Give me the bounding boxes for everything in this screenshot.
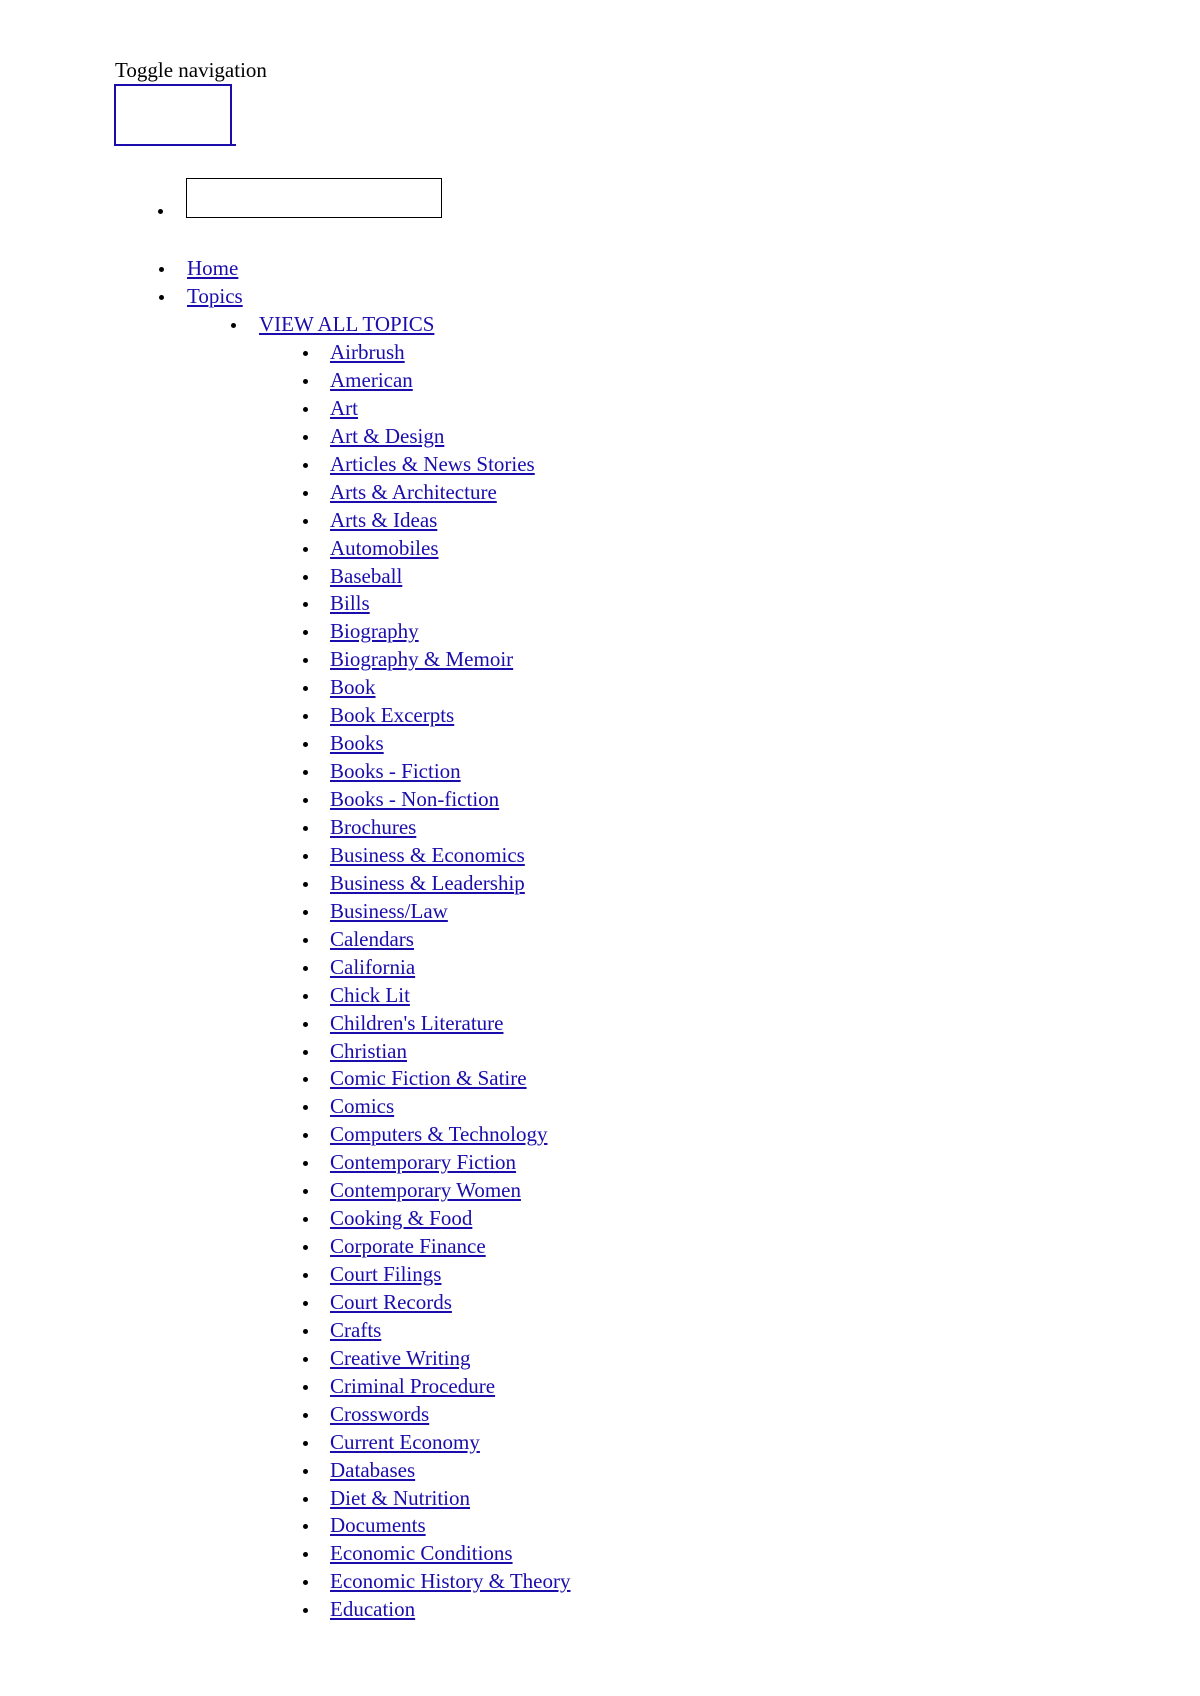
bullet-icon [303, 1273, 308, 1278]
topic-link[interactable]: Education [330, 1597, 416, 1621]
bullet-icon [303, 882, 308, 887]
topic-link[interactable]: Crafts [330, 1318, 382, 1342]
bullet-icon [303, 1413, 308, 1418]
site-logo-link[interactable] [114, 84, 236, 148]
topic-link[interactable]: Court Records [330, 1290, 452, 1314]
topic-link[interactable]: Business/Law [330, 899, 448, 923]
topic-link[interactable]: Documents [330, 1513, 426, 1537]
bullet-icon [303, 1441, 308, 1446]
topic-link[interactable]: Bills [330, 591, 370, 615]
topic-link[interactable]: Christian [330, 1039, 407, 1063]
topic-link[interactable]: Comic Fiction & Satire [330, 1066, 527, 1090]
bullet-icon [303, 1552, 308, 1557]
logo-link-underline [230, 144, 236, 146]
bullet-icon [303, 1385, 308, 1390]
topic-link[interactable]: Economic Conditions [330, 1541, 513, 1565]
bullet-icon [303, 463, 308, 468]
topic-link[interactable]: Databases [330, 1458, 416, 1482]
bullet-icon [303, 630, 308, 635]
bullet-icon [303, 1357, 308, 1362]
topic-link[interactable]: Contemporary Fiction [330, 1150, 517, 1174]
bullet-icon [303, 798, 308, 803]
bullet-icon [303, 1022, 308, 1027]
topic-link[interactable]: Book Excerpts [330, 703, 455, 727]
topic-link[interactable]: Economic History & Theory [330, 1569, 571, 1593]
topic-link[interactable]: Art & Design [330, 424, 445, 448]
topic-link[interactable]: Calendars [330, 927, 414, 951]
topic-link[interactable]: Books [330, 731, 384, 755]
topic-link[interactable]: Crosswords [330, 1402, 430, 1426]
bullet-icon [303, 547, 308, 552]
bullet-icon [303, 1580, 308, 1585]
bullet-icon [303, 910, 308, 915]
bullet-icon [303, 1245, 308, 1250]
bullet-icon [158, 209, 163, 214]
nav-link-topics[interactable]: Topics [187, 284, 243, 308]
bullet-icon [303, 351, 308, 356]
toggle-navigation-button[interactable]: Toggle navigation [115, 58, 267, 82]
bullet-icon [303, 1189, 308, 1194]
bullet-icon [303, 994, 308, 999]
topic-link[interactable]: Articles & News Stories [330, 452, 535, 476]
bullet-icon [303, 1050, 308, 1055]
topic-link[interactable]: Contemporary Women [330, 1178, 521, 1202]
topic-link[interactable]: Computers & Technology [330, 1122, 548, 1146]
topic-link[interactable]: Biography [330, 619, 419, 643]
topic-link[interactable]: Business & Leadership [330, 871, 525, 895]
topic-link[interactable]: Brochures [330, 815, 417, 839]
bullet-icon [303, 826, 308, 831]
topic-link[interactable]: Airbrush [330, 340, 405, 364]
topic-link[interactable]: Books - Non-fiction [330, 787, 500, 811]
topic-link[interactable]: American [330, 368, 413, 392]
nav-link-view-all-topics[interactable]: VIEW ALL TOPICS [259, 312, 435, 336]
bullet-icon [303, 1217, 308, 1222]
bullet-icon [303, 1497, 308, 1502]
bullet-icon [303, 1329, 308, 1334]
topic-link[interactable]: Arts & Ideas [330, 508, 438, 532]
topic-link[interactable]: Chick Lit [330, 983, 410, 1007]
topic-link[interactable]: Current Economy [330, 1430, 480, 1454]
topic-link[interactable]: Baseball [330, 564, 403, 588]
topic-link[interactable]: Corporate Finance [330, 1234, 486, 1258]
bullet-icon [303, 938, 308, 943]
bullet-icon [303, 1301, 308, 1306]
topic-link[interactable]: Court Filings [330, 1262, 442, 1286]
topic-link[interactable]: Biography & Memoir [330, 647, 514, 671]
bullet-icon [303, 686, 308, 691]
topic-link[interactable]: Cooking & Food [330, 1206, 473, 1230]
topic-link[interactable]: Creative Writing [330, 1346, 471, 1370]
topic-link[interactable]: Book [330, 675, 376, 699]
bullet-icon [303, 770, 308, 775]
topic-link[interactable]: Books - Fiction [330, 759, 461, 783]
topic-link[interactable]: Criminal Procedure [330, 1374, 496, 1398]
bullet-icon [303, 491, 308, 496]
bullet-icon [159, 267, 164, 272]
bullet-icon [303, 519, 308, 524]
bullet-icon [303, 658, 308, 663]
topic-link[interactable]: Art [330, 396, 358, 420]
topic-link[interactable]: California [330, 955, 416, 979]
topic-link[interactable]: Automobiles [330, 536, 439, 560]
bullet-icon [303, 1105, 308, 1110]
topic-link[interactable]: Children's Literature [330, 1011, 504, 1035]
bullet-icon [303, 1524, 308, 1529]
bullet-icon [303, 379, 308, 384]
nav-link-home[interactable]: Home [187, 256, 239, 280]
bullet-icon [303, 407, 308, 412]
bullet-icon [303, 1077, 308, 1082]
bullet-icon [303, 1608, 308, 1613]
bullet-icon [159, 295, 164, 300]
bullet-icon [303, 1161, 308, 1166]
topic-link[interactable]: Comics [330, 1094, 395, 1118]
search-input[interactable] [186, 178, 442, 218]
logo-image-placeholder [114, 84, 232, 146]
bullet-icon [231, 323, 236, 328]
topic-link[interactable]: Diet & Nutrition [330, 1486, 470, 1510]
bullet-icon [303, 742, 308, 747]
bullet-icon [303, 1469, 308, 1474]
topic-link[interactable]: Business & Economics [330, 843, 525, 867]
bullet-icon [303, 435, 308, 440]
bullet-icon [303, 575, 308, 580]
bullet-icon [303, 1133, 308, 1138]
bullet-icon [303, 854, 308, 859]
bullet-icon [303, 602, 308, 607]
topic-link[interactable]: Arts & Architecture [330, 480, 497, 504]
bullet-icon [303, 714, 308, 719]
bullet-icon [303, 966, 308, 971]
